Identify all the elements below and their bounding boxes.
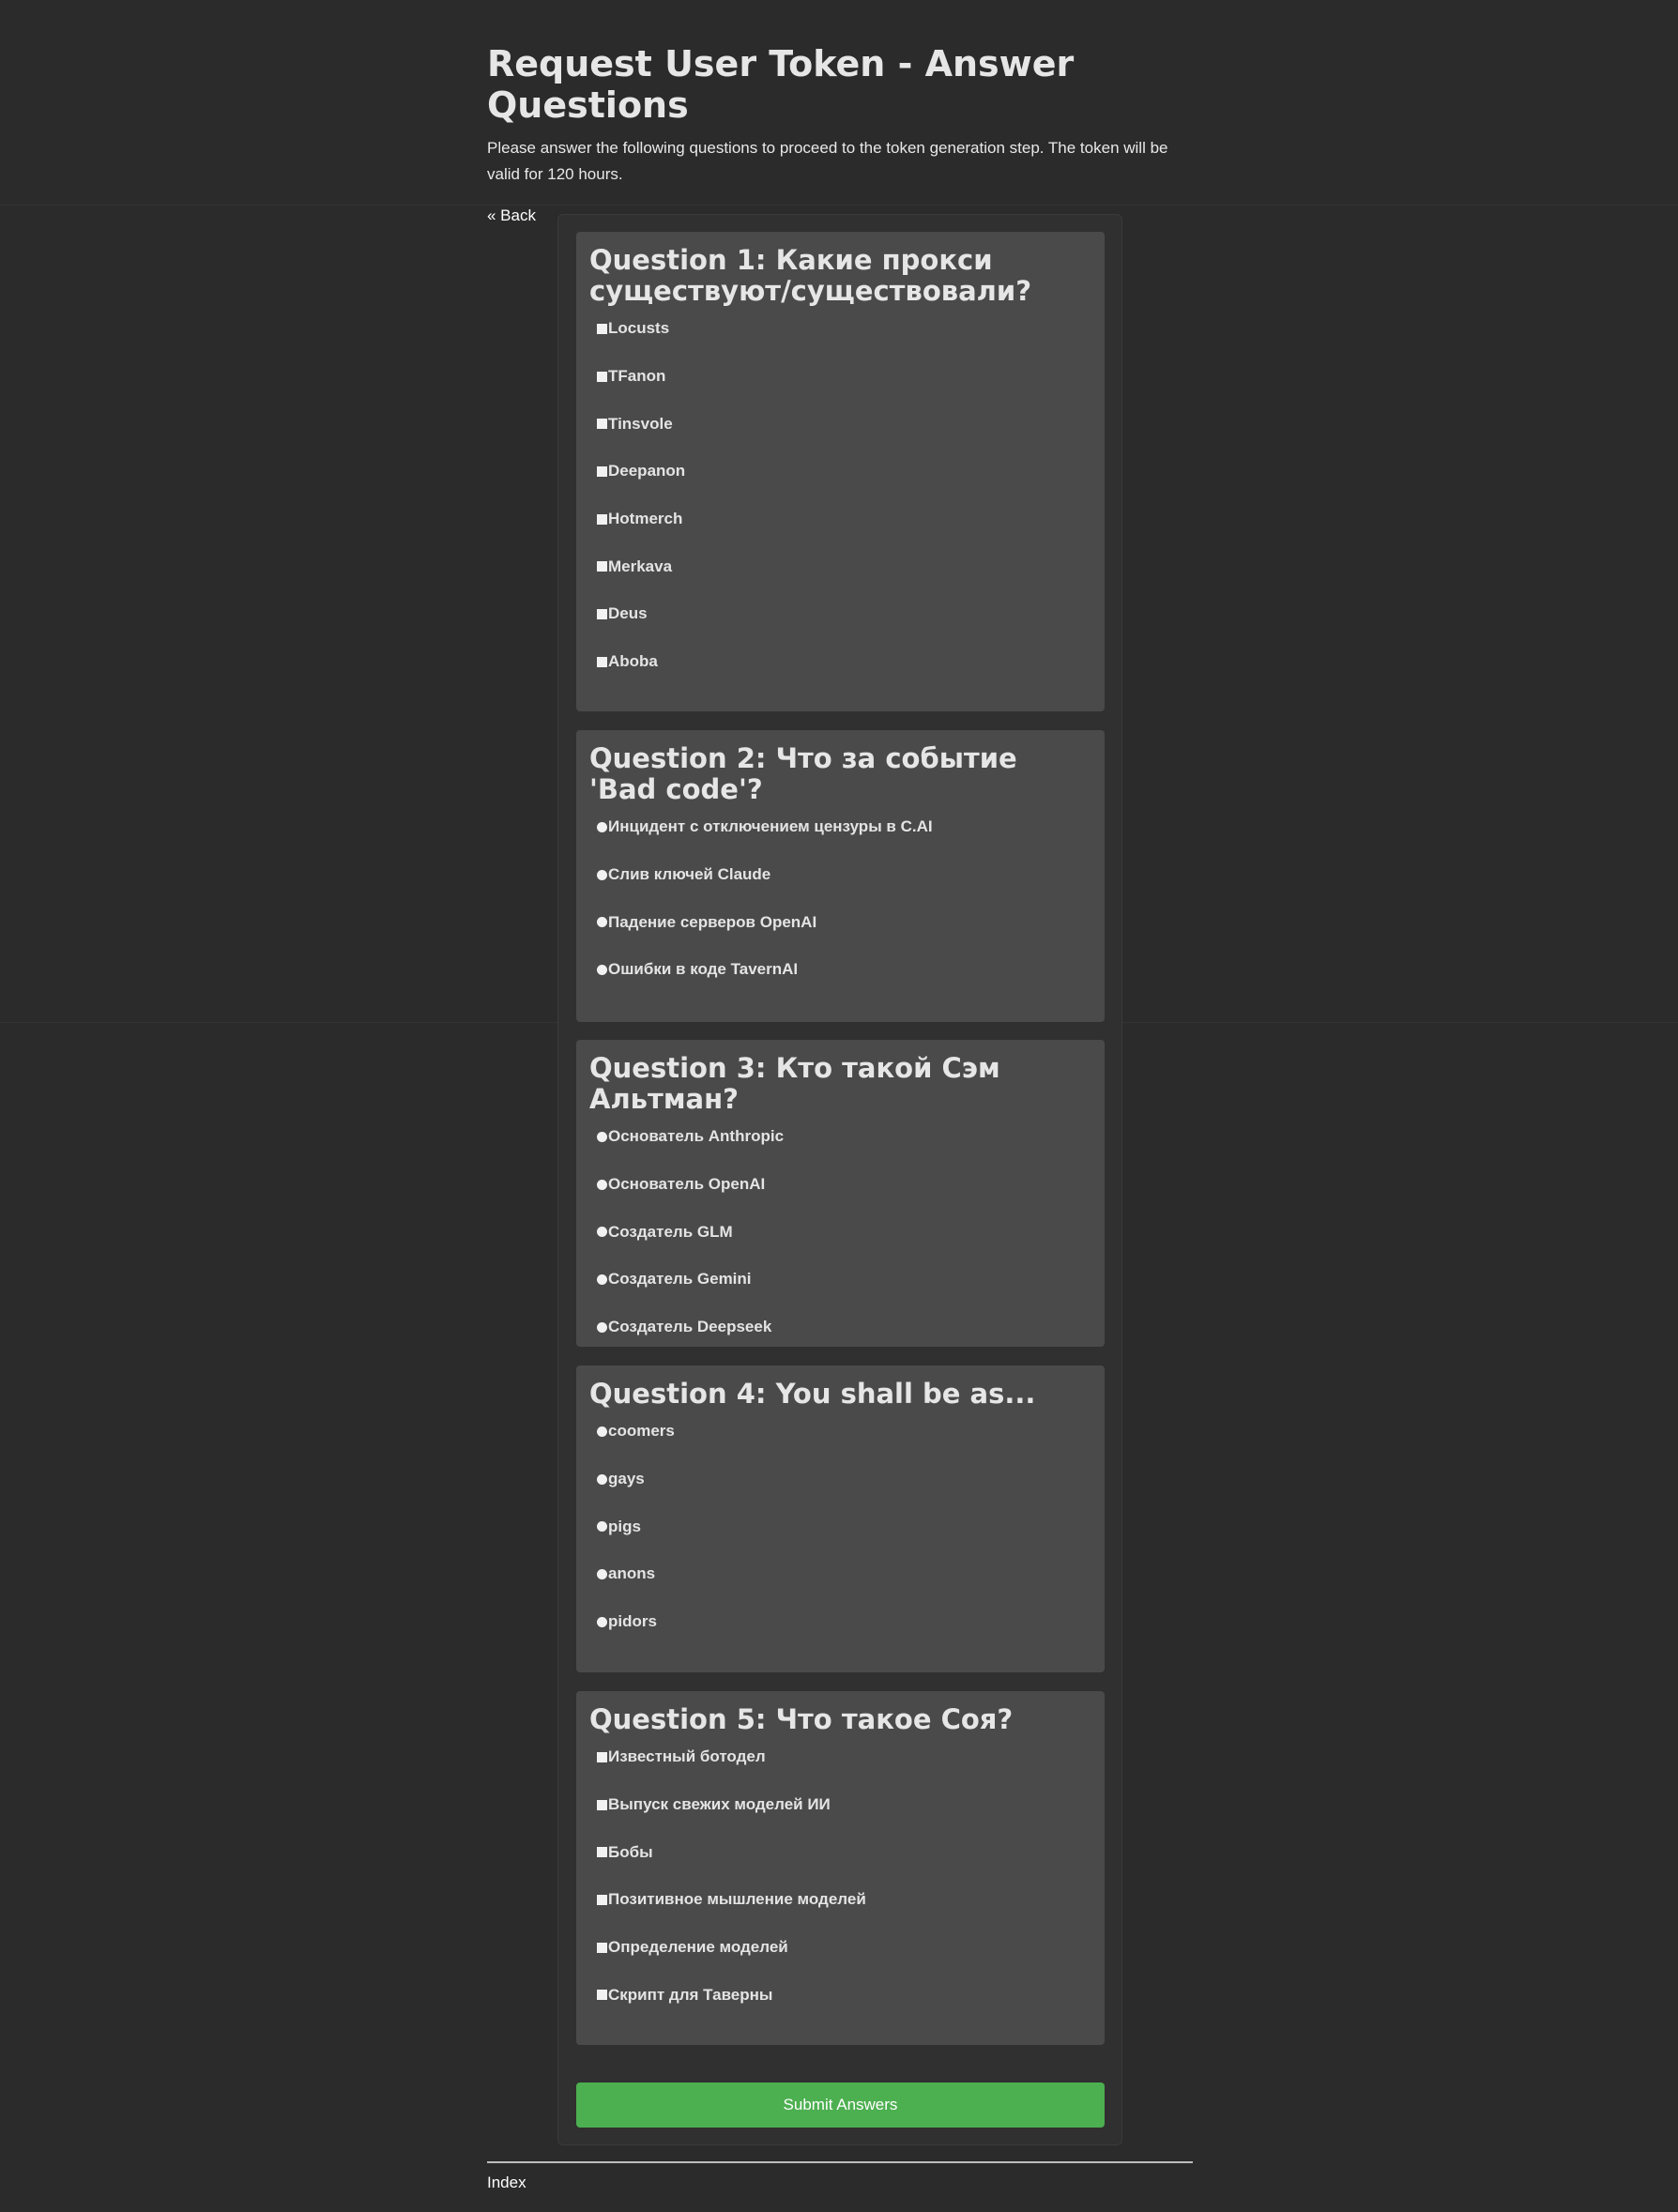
- option-label: Инцидент с отключением цензуры в C.AI: [608, 817, 933, 836]
- page-header: [487, 43, 1193, 225]
- option-label: Выпуск свежих моделей ИИ: [608, 1795, 831, 1814]
- checkbox-icon[interactable]: [597, 1752, 607, 1762]
- option-checkbox[interactable]: [589, 1733, 1091, 1781]
- option-label: Создатель Gemini: [608, 1270, 752, 1289]
- radio-icon[interactable]: [597, 1617, 607, 1627]
- question-title: Question 4: You shall be as...: [589, 1378, 1036, 1410]
- page-intro: Please answer the following questions to proceed to the token generation step. The token will be valid for 120 hours.: [487, 139, 1168, 183]
- option-label: Deepanon: [608, 462, 686, 481]
- question-title: Question 1: Какие прокси существуют/существовали?: [589, 244, 1032, 307]
- radio-icon[interactable]: [597, 822, 607, 832]
- question-4: [576, 1365, 1105, 1672]
- option-label: Позитивное мышление моделей: [608, 1890, 866, 1909]
- checkbox-icon[interactable]: [597, 1990, 607, 2000]
- option-label: Скрипт для Таверны: [608, 1985, 773, 2004]
- radio-icon[interactable]: [597, 965, 607, 975]
- question-5: [576, 1691, 1105, 2045]
- option-radio[interactable]: [589, 1503, 1091, 1550]
- option-checkbox[interactable]: [589, 1828, 1091, 1876]
- radio-icon[interactable]: [597, 1521, 607, 1532]
- option-label: Deus: [608, 604, 648, 623]
- option-checkbox[interactable]: [589, 1781, 1091, 1829]
- option-radio[interactable]: [589, 1113, 1091, 1161]
- checkbox-icon[interactable]: [597, 1800, 607, 1810]
- option-label: Hotmerch: [608, 510, 683, 528]
- option-label: Merkava: [608, 557, 673, 575]
- option-radio[interactable]: [589, 851, 1091, 899]
- option-list: [589, 1113, 1091, 1350]
- page-title: Request User Token - Answer Questions: [487, 43, 1075, 126]
- radio-icon[interactable]: [597, 1426, 607, 1437]
- checkbox-icon[interactable]: [597, 466, 607, 477]
- option-checkbox[interactable]: [589, 496, 1091, 543]
- checkbox-icon[interactable]: [597, 609, 607, 619]
- option-label: Основатель OpenAI: [608, 1175, 766, 1194]
- option-label: Слив ключей Claude: [608, 865, 771, 884]
- option-checkbox[interactable]: [589, 590, 1091, 638]
- radio-icon[interactable]: [597, 1322, 607, 1333]
- option-checkbox[interactable]: [589, 542, 1091, 590]
- option-list: [589, 803, 1091, 994]
- radio-icon[interactable]: [597, 1274, 607, 1285]
- radio-icon[interactable]: [597, 1227, 607, 1237]
- option-label: Locusts: [608, 319, 670, 338]
- option-list: [589, 305, 1091, 686]
- radio-icon[interactable]: [597, 1569, 607, 1579]
- checkbox-icon[interactable]: [597, 561, 607, 572]
- option-checkbox[interactable]: [589, 353, 1091, 401]
- option-label: Создатель GLM: [608, 1222, 733, 1241]
- option-label: gays: [608, 1470, 645, 1488]
- option-label: coomers: [608, 1422, 675, 1441]
- option-radio[interactable]: [589, 1208, 1091, 1256]
- option-list: [589, 1408, 1091, 1645]
- question-1: [576, 232, 1105, 711]
- checkbox-icon[interactable]: [597, 419, 607, 429]
- option-label: Падение серверов OpenAI: [608, 912, 817, 931]
- questions-form: [557, 214, 1122, 2145]
- option-radio[interactable]: [589, 898, 1091, 946]
- option-checkbox[interactable]: [589, 305, 1091, 353]
- option-label: Ошибки в коде TavernAI: [608, 960, 799, 979]
- option-checkbox[interactable]: [589, 400, 1091, 448]
- question-3: [576, 1040, 1105, 1347]
- option-checkbox[interactable]: [589, 448, 1091, 496]
- option-label: TFanon: [608, 367, 666, 386]
- option-label: Создатель Deepseek: [608, 1318, 772, 1336]
- option-radio[interactable]: [589, 803, 1091, 851]
- checkbox-icon[interactable]: [597, 372, 607, 382]
- option-label: Основатель Anthropic: [608, 1127, 785, 1146]
- submit-answers-button[interactable]: Submit Answers: [576, 2082, 1105, 2128]
- option-label: pidors: [608, 1612, 657, 1631]
- option-radio[interactable]: [589, 1456, 1091, 1503]
- option-label: anons: [608, 1564, 656, 1583]
- option-checkbox[interactable]: [589, 1876, 1091, 1924]
- option-radio[interactable]: [589, 1161, 1091, 1209]
- checkbox-icon[interactable]: [597, 1943, 607, 1953]
- question-2: [576, 730, 1105, 1022]
- question-title: Question 3: Кто такой Сэм Альтман?: [589, 1052, 1000, 1115]
- option-radio[interactable]: [589, 946, 1091, 994]
- option-label: Определение моделей: [608, 1938, 788, 1957]
- checkbox-icon[interactable]: [597, 1895, 607, 1905]
- checkbox-icon[interactable]: [597, 324, 607, 334]
- radio-icon[interactable]: [597, 917, 607, 927]
- option-label: Известный ботодел: [608, 1747, 766, 1766]
- footer-divider: [487, 2161, 1193, 2163]
- question-title: Question 2: Что за событие 'Bad code'?: [589, 742, 1017, 805]
- radio-icon[interactable]: [597, 870, 607, 880]
- option-radio[interactable]: [589, 1550, 1091, 1598]
- checkbox-icon[interactable]: [597, 657, 607, 667]
- question-title: Question 5: Что такое Соя?: [589, 1703, 1014, 1735]
- option-checkbox[interactable]: [589, 1924, 1091, 1972]
- radio-icon[interactable]: [597, 1180, 607, 1190]
- checkbox-icon[interactable]: [597, 1847, 607, 1857]
- option-label: Aboba: [608, 652, 658, 671]
- option-label: Бобы: [608, 1842, 653, 1861]
- option-checkbox[interactable]: [589, 1971, 1091, 2019]
- option-radio[interactable]: [589, 1304, 1091, 1351]
- radio-icon[interactable]: [597, 1474, 607, 1485]
- option-label: pigs: [608, 1517, 641, 1535]
- option-label: Tinsvole: [608, 414, 673, 433]
- option-radio[interactable]: [589, 1598, 1091, 1646]
- radio-icon[interactable]: [597, 1132, 607, 1142]
- back-link[interactable]: « Back: [487, 206, 536, 224]
- option-list: [589, 1733, 1091, 2019]
- option-checkbox[interactable]: [589, 638, 1091, 686]
- checkbox-icon[interactable]: [597, 514, 607, 525]
- index-link[interactable]: Index: [487, 2174, 526, 2191]
- option-radio[interactable]: [589, 1408, 1091, 1456]
- divider: [0, 205, 1678, 206]
- option-radio[interactable]: [589, 1256, 1091, 1304]
